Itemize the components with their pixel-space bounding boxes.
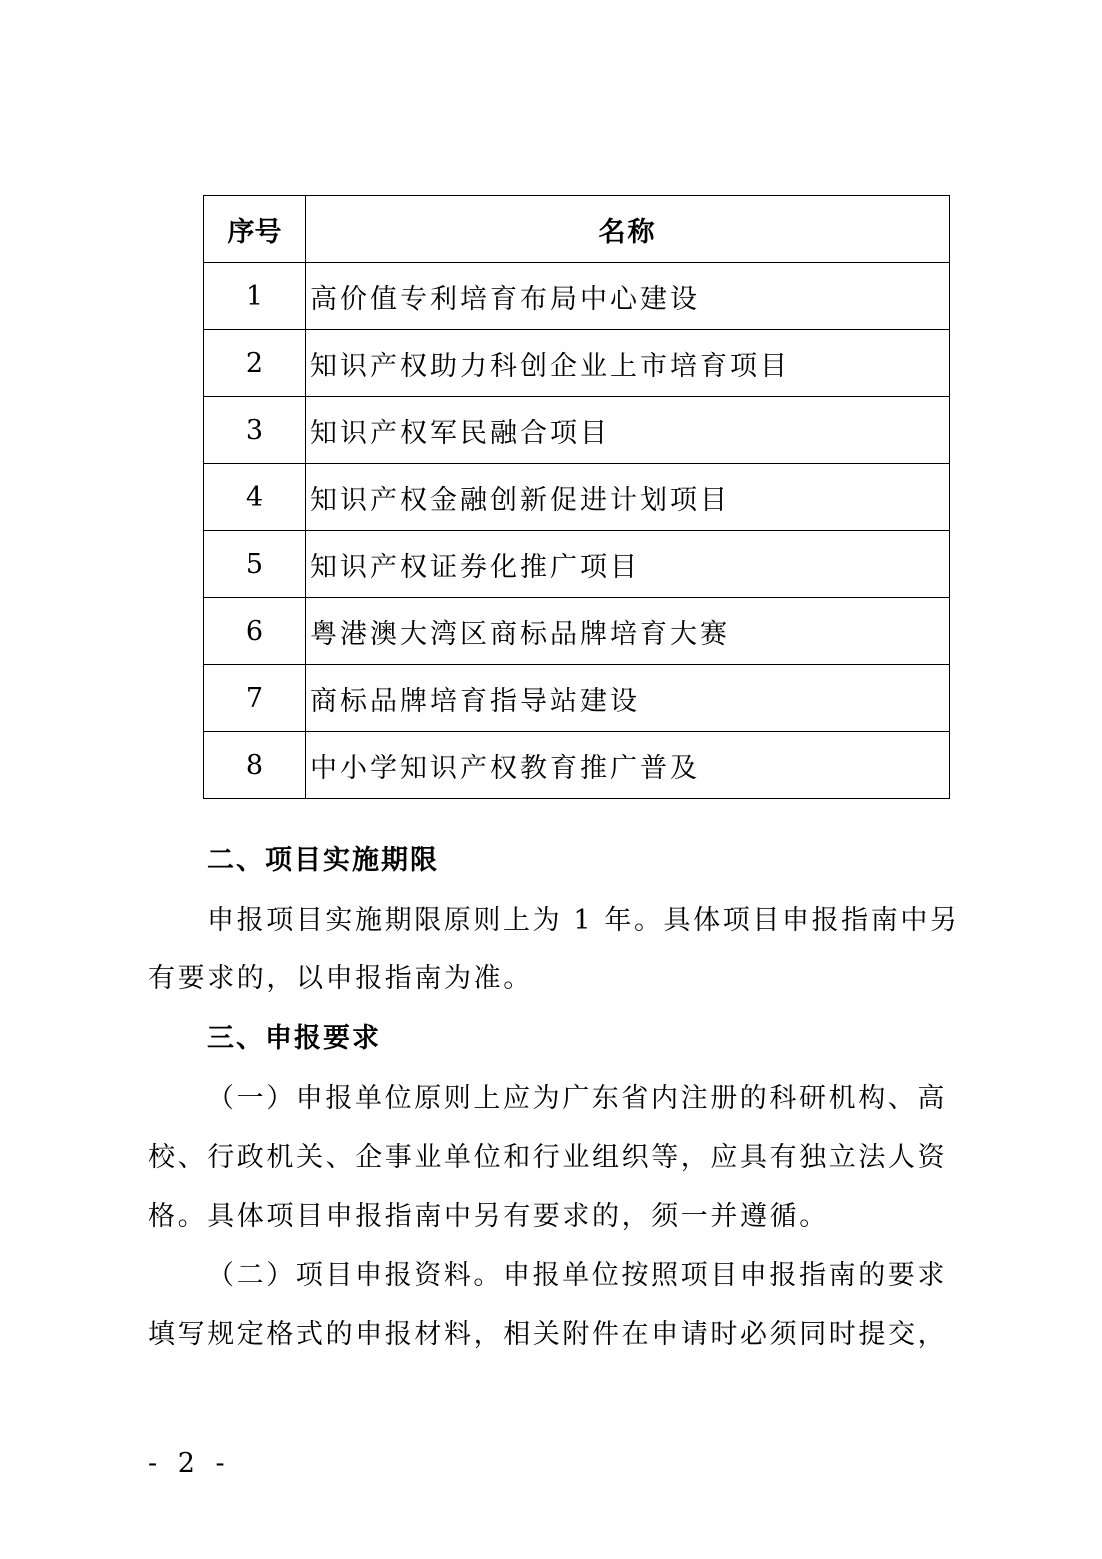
row-no: 7 [204, 665, 306, 732]
header-name: 名称 [306, 196, 950, 263]
paragraph-line: 有要求的，以申报指南为准。 [148, 963, 533, 994]
row-name: 粤港澳大湾区商标品牌培育大赛 [306, 598, 950, 665]
section-heading-period: 二、项目实施期限 [207, 845, 439, 876]
table-row [204, 263, 950, 330]
paragraph-line: 申报项目实施期限原则上为 1 年。具体项目申报指南中另 [207, 905, 960, 936]
row-no: 3 [204, 397, 306, 464]
row-name: 知识产权证券化推广项目 [306, 531, 950, 598]
table-row [204, 732, 950, 799]
project-table [203, 195, 950, 799]
row-no: 6 [204, 598, 306, 665]
paragraph-line: 填写规定格式的申报材料，相关附件在申请时必须同时提交， [148, 1319, 948, 1350]
row-name: 知识产权金融创新促进计划项目 [306, 464, 950, 531]
table-row [204, 464, 950, 531]
table-row [204, 397, 950, 464]
row-no: 2 [204, 330, 306, 397]
table-row [204, 531, 950, 598]
row-name: 中小学知识产权教育推广普及 [306, 732, 950, 799]
row-no: 1 [204, 263, 306, 330]
paragraph-line: 校、行政机关、企事业单位和行业组织等，应具有独立法人资 [148, 1142, 948, 1173]
section-heading-requirements: 三、申报要求 [207, 1023, 381, 1054]
row-name: 知识产权助力科创企业上市培育项目 [306, 330, 950, 397]
header-no: 序号 [204, 196, 306, 263]
paragraph-line: （二）项目申报资料。申报单位按照项目申报指南的要求 [207, 1260, 947, 1291]
row-no: 4 [204, 464, 306, 531]
row-name: 商标品牌培育指导站建设 [306, 665, 950, 732]
table-row [204, 665, 950, 732]
row-no: 5 [204, 531, 306, 598]
table-header-row [204, 196, 950, 263]
page-number: - 2 - [148, 1448, 231, 1479]
paragraph-line: （一）申报单位原则上应为广东省内注册的科研机构、高 [207, 1083, 947, 1114]
row-name: 高价值专利培育布局中心建设 [306, 263, 950, 330]
table-row [204, 598, 950, 665]
row-name: 知识产权军民融合项目 [306, 397, 950, 464]
paragraph-line: 格。具体项目申报指南中另有要求的，须一并遵循。 [148, 1201, 829, 1232]
row-no: 8 [204, 732, 306, 799]
table-row [204, 330, 950, 397]
